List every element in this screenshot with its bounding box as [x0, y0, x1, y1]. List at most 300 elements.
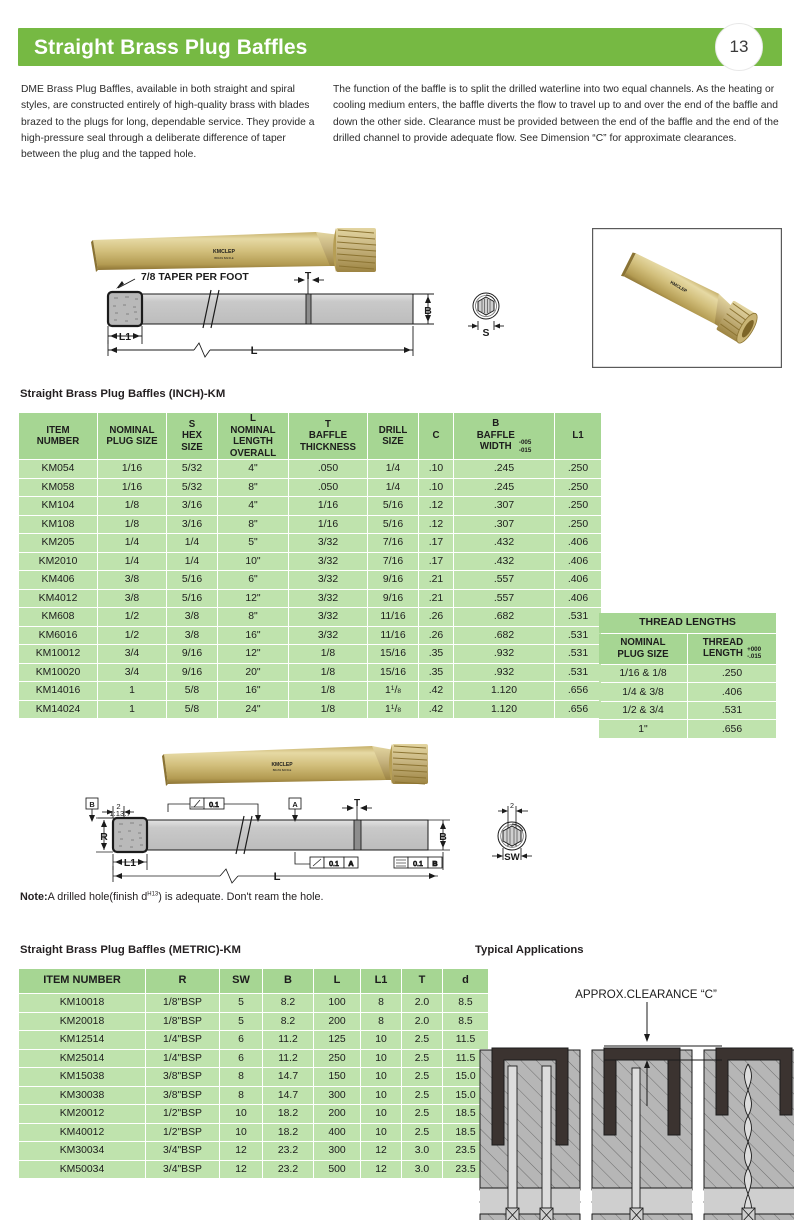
intro-paragraph-right: The function of the baffle is to split the drilled waterline into two equal channels. As the heating or cooling medium enters, the baffle diverts the flow to travel up to and over the end of the baffle and down the other side. Clearance must be provided between the end of the baffle and the end of the drilled channel to provide adequate flow. See Dimension “C” for approximate clearances. [333, 84, 779, 144]
table-cell: 1/4 [167, 534, 217, 552]
table-cell: 3/32 [289, 534, 367, 552]
page-number-badge: 13 [715, 23, 763, 71]
table-cell: 200 [314, 1013, 360, 1031]
table-cell: 1/2"BSP [146, 1124, 219, 1142]
tolerance-note: +000 -.015 [747, 646, 762, 661]
table-cell: 8" [218, 608, 288, 626]
table-cell: .406 [688, 683, 776, 701]
table-row [19, 994, 488, 1012]
table-cell: 1/4"BSP [146, 1050, 219, 1068]
table-cell: KM205 [19, 534, 97, 552]
applications-diagram [474, 980, 794, 1220]
table-cell: 1.120 [454, 682, 554, 700]
table-cell: 5/8 [167, 682, 217, 700]
table-cell: 6 [220, 1050, 262, 1068]
table-cell: .12 [419, 516, 453, 534]
metric-col-header-1: R [146, 969, 219, 993]
table-cell: 4" [218, 497, 288, 515]
table-cell: 12" [218, 590, 288, 608]
table-cell: .21 [419, 571, 453, 589]
table-cell: 12 [361, 1161, 401, 1179]
dim-S-label: S [482, 328, 490, 339]
svg-text:0.1: 0.1 [413, 861, 423, 868]
table-cell: 1/8 [289, 664, 367, 682]
inch-table [18, 412, 602, 719]
table-cell: 3/32 [289, 590, 367, 608]
table-cell: KM10020 [19, 664, 97, 682]
table-cell: .42 [419, 701, 453, 719]
table-cell: 1/16 [98, 479, 166, 497]
table-row [19, 645, 601, 663]
table-cell: 14.7 [263, 1068, 313, 1086]
table-cell: .250 [555, 497, 601, 515]
table-cell: 2.5 [402, 1050, 442, 1068]
metric-table [18, 968, 489, 1179]
table-cell: 500 [314, 1161, 360, 1179]
table-cell: KM30034 [19, 1142, 145, 1160]
dim-2-label: 2 [116, 802, 121, 811]
table-cell: 1/4 [368, 479, 418, 497]
svg-text:0.1: 0.1 [209, 802, 219, 809]
inch-table-header-row [19, 413, 601, 459]
table-cell: 1/8 [289, 701, 367, 719]
table-cell: 3/16 [167, 516, 217, 534]
table-cell: 5/16 [167, 590, 217, 608]
table-cell: 3/32 [289, 608, 367, 626]
table-cell: .656 [555, 682, 601, 700]
table-cell: 11.5 [443, 1031, 488, 1049]
table-cell: 2.0 [402, 994, 442, 1012]
dim-T-label-metric: T [353, 798, 361, 809]
page-title: Straight Brass Plug Baffles [34, 36, 308, 59]
table-row [19, 460, 601, 478]
table-cell: 5" [218, 534, 288, 552]
table-cell: .26 [419, 627, 453, 645]
table-cell: 15.0 [443, 1087, 488, 1105]
table-cell: 8 [361, 1013, 401, 1031]
table-cell: .307 [454, 516, 554, 534]
inch-col-header-0: ITEM NUMBER [19, 413, 97, 459]
table-cell: 100 [314, 994, 360, 1012]
table-cell: 1.120 [454, 701, 554, 719]
table-cell: .557 [454, 590, 554, 608]
table-cell: KM108 [19, 516, 97, 534]
table-cell: KM10018 [19, 994, 145, 1012]
table-cell: 3/16 [167, 497, 217, 515]
datum-B-label: B [89, 800, 95, 809]
thread-col-header-0: NOMINAL PLUG SIZE [599, 634, 687, 664]
table-cell: 3/4 [98, 645, 166, 663]
table-cell: .656 [555, 701, 601, 719]
svg-text:2: 2 [510, 801, 514, 810]
table-cell: 8.2 [263, 994, 313, 1012]
table-cell: 10 [361, 1068, 401, 1086]
table-cell: KM20012 [19, 1105, 145, 1123]
brass-baffle-photo-metric [162, 744, 428, 786]
table-cell: $1^1/8$ [368, 682, 418, 700]
table-cell: 23.5 [443, 1142, 488, 1160]
table-cell: KM30038 [19, 1087, 145, 1105]
svg-text:BRASS BAFFLE: BRASS BAFFLE [272, 769, 292, 772]
table-cell: 3/8"BSP [146, 1087, 219, 1105]
table-cell: 8" [218, 516, 288, 534]
applications-caption: Typical Applications [475, 944, 584, 956]
table-cell: 15.0 [443, 1068, 488, 1086]
table-cell: .245 [454, 479, 554, 497]
table-cell: 3/8 [98, 590, 166, 608]
svg-text:BRASS BAFFLE: BRASS BAFFLE [214, 257, 234, 260]
table-cell: .557 [454, 571, 554, 589]
table-row [19, 608, 601, 626]
table-cell: .406 [555, 590, 601, 608]
inch-col-header-1: NOMINAL PLUG SIZE [98, 413, 166, 459]
table-cell: 10 [361, 1050, 401, 1068]
table-row [19, 1105, 488, 1123]
table-row [19, 534, 601, 552]
table-cell: 1/4 [167, 553, 217, 571]
table-cell: .35 [419, 645, 453, 663]
table-cell: .42 [419, 682, 453, 700]
table-cell: 14.7 [263, 1087, 313, 1105]
table-cell: KM6016 [19, 627, 97, 645]
table-cell: KM20018 [19, 1013, 145, 1031]
table-row [19, 627, 601, 645]
table-cell: 9/16 [167, 664, 217, 682]
table-row [599, 665, 776, 683]
table-cell: 2.5 [402, 1105, 442, 1123]
table-cell: .26 [419, 608, 453, 626]
table-cell: 6" [218, 571, 288, 589]
table-row [19, 701, 601, 719]
table-cell: 1/8"BSP [146, 1013, 219, 1031]
table-cell: .432 [454, 553, 554, 571]
table-cell: 18.2 [263, 1124, 313, 1142]
table-cell: 15/16 [368, 645, 418, 663]
table-cell: KM608 [19, 608, 97, 626]
table-cell: KM14024 [19, 701, 97, 719]
table-cell: 10 [361, 1031, 401, 1049]
dim-SW-label: SW [504, 852, 520, 863]
table-cell: .531 [555, 645, 601, 663]
table-row [19, 590, 601, 608]
table-cell: 5/8 [167, 701, 217, 719]
table-cell: 23.5 [443, 1161, 488, 1179]
table-cell: 5/16 [368, 516, 418, 534]
table-cell: 7/16 [368, 534, 418, 552]
taper-label: 7/8 TAPER PER FOOT [141, 272, 249, 283]
table-cell: .307 [454, 497, 554, 515]
table-cell: 23.2 [263, 1161, 313, 1179]
metric-col-header-4: L [314, 969, 360, 993]
table-cell: 5 [220, 1013, 262, 1031]
table-cell: 12 [361, 1142, 401, 1160]
table-cell: 12 [220, 1142, 262, 1160]
table-cell: 1/16 [98, 460, 166, 478]
dim-L1-label: L1 [118, 332, 132, 343]
note-prefix: Note: [20, 891, 48, 903]
table-cell: 3/8 [167, 627, 217, 645]
table-cell: .932 [454, 664, 554, 682]
table-cell: KM25014 [19, 1050, 145, 1068]
table-cell: 1/16 [289, 516, 367, 534]
table-cell: 10 [361, 1087, 401, 1105]
table-cell: 2.5 [402, 1068, 442, 1086]
table-cell: 3/8"BSP [146, 1068, 219, 1086]
table-cell: 1/8 [289, 682, 367, 700]
table-cell: 11.5 [443, 1050, 488, 1068]
table-cell: .432 [454, 534, 554, 552]
table-cell: .245 [454, 460, 554, 478]
table-row [19, 479, 601, 497]
inch-drawing [78, 222, 528, 372]
table-cell: .250 [688, 665, 776, 683]
table-cell: 8.2 [263, 1013, 313, 1031]
svg-text:0.1: 0.1 [329, 861, 339, 868]
table-cell: 12 [220, 1161, 262, 1179]
table-cell: .406 [555, 553, 601, 571]
table-cell: 200 [314, 1105, 360, 1123]
svg-text:KMCLEP: KMCLEP [669, 279, 688, 294]
table-row [19, 1124, 488, 1142]
table-row [599, 683, 776, 701]
table-cell: KM14016 [19, 682, 97, 700]
table-cell: .406 [555, 534, 601, 552]
metric-col-header-7: d [443, 969, 488, 993]
table-cell: 3/4"BSP [146, 1142, 219, 1160]
dim-L-label: L [250, 345, 258, 357]
table-cell: 3.0 [402, 1142, 442, 1160]
table-row [19, 682, 601, 700]
table-cell: 18.2 [263, 1105, 313, 1123]
svg-text:B: B [432, 859, 438, 868]
table-cell: .21 [419, 590, 453, 608]
metric-col-header-5: L1 [361, 969, 401, 993]
table-cell: 10 [220, 1124, 262, 1142]
table-cell: 5 [220, 994, 262, 1012]
table-cell: .656 [688, 720, 776, 738]
table-row [19, 1031, 488, 1049]
table-cell: KM40012 [19, 1124, 145, 1142]
table-cell: 8 [220, 1068, 262, 1086]
table-cell: 1/8 [98, 516, 166, 534]
table-cell: 3/32 [289, 553, 367, 571]
table-cell: .050 [289, 460, 367, 478]
table-cell: .35 [419, 664, 453, 682]
table-cell: 1/4 [98, 553, 166, 571]
table-cell: 10 [361, 1105, 401, 1123]
table-cell: 8.5 [443, 1013, 488, 1031]
clearance-label: APPROX.CLEARANCE “C” [575, 988, 717, 1001]
table-cell: 2.0 [402, 1013, 442, 1031]
table-row [19, 1087, 488, 1105]
table-cell: 18.5 [443, 1105, 488, 1123]
table-cell: 11.2 [263, 1031, 313, 1049]
datum-A-label: A [292, 800, 298, 809]
table-cell: 3/8 [98, 571, 166, 589]
table-cell: 15/16 [368, 664, 418, 682]
dim-T-label: T [304, 271, 312, 282]
table-row [19, 553, 601, 571]
brass-baffle-photo-inch [91, 228, 376, 272]
table-cell: .050 [289, 479, 367, 497]
svg-text:A: A [348, 859, 354, 868]
table-cell: 1/8 [289, 645, 367, 663]
table-cell: 1/4 & 3/8 [599, 683, 687, 701]
table-cell: 9/16 [368, 571, 418, 589]
table-cell: 2.5 [402, 1124, 442, 1142]
dim-L-label-metric: L [273, 871, 281, 883]
table-cell: 1" [599, 720, 687, 738]
table-row [19, 1068, 488, 1086]
table-cell: 10 [220, 1105, 262, 1123]
table-row [19, 1161, 488, 1179]
metric-col-header-2: SW [220, 969, 262, 993]
table-cell: 12" [218, 645, 288, 663]
table-cell: .10 [419, 460, 453, 478]
table-cell: .531 [555, 627, 601, 645]
table-cell: $1^1/8$ [368, 701, 418, 719]
table-cell: 3.0 [402, 1161, 442, 1179]
table-cell: 8" [218, 479, 288, 497]
table-cell: KM2010 [19, 553, 97, 571]
table-cell: 1 [98, 701, 166, 719]
table-cell: 1/2 [98, 627, 166, 645]
drill-hole-note [20, 891, 324, 903]
metric-col-header-0: ITEM NUMBER [19, 969, 145, 993]
table-cell: 1/2 & 3/4 [599, 702, 687, 720]
dim-R-label: R [100, 832, 108, 843]
table-cell: KM4012 [19, 590, 97, 608]
table-cell: 400 [314, 1124, 360, 1142]
table-cell: 4" [218, 460, 288, 478]
table-cell: 2.5 [402, 1031, 442, 1049]
intro-paragraph-left: DME Brass Plug Baffles, available in both straight and spiral styles, are constructed entirely of high-quality brass with blades brazed to the plugs for long, dependable service. They provide a high-pressure seal through a deliberate difference of taper between the plug and the tapped hole. [21, 84, 315, 161]
table-cell: .932 [454, 645, 554, 663]
inch-table-caption: Straight Brass Plug Baffles (INCH)-KM [20, 388, 226, 400]
table-cell: KM50034 [19, 1161, 145, 1179]
table-cell: 250 [314, 1050, 360, 1068]
table-cell: 1/4 [98, 534, 166, 552]
table-cell: 2.5 [402, 1087, 442, 1105]
metric-end-view [492, 801, 532, 863]
note-text-a: A drilled hole(finish d [47, 891, 148, 903]
table-cell: 6 [220, 1031, 262, 1049]
table-row [19, 497, 601, 515]
table-cell: 24" [218, 701, 288, 719]
brass-brand-mark-metric: KMCLEP [271, 762, 293, 768]
table-row [19, 1013, 488, 1031]
note-text-b: ) is adequate. Don't ream the hole. [158, 891, 324, 903]
table-cell: 300 [314, 1087, 360, 1105]
table-cell: 5/16 [167, 571, 217, 589]
note-superscript: H13 [147, 891, 159, 898]
tolerance-note: -005 -015 [518, 439, 532, 454]
table-row [19, 571, 601, 589]
table-cell: .531 [688, 702, 776, 720]
inch-col-header-8: L1 [555, 413, 601, 459]
table-cell: 20" [218, 664, 288, 682]
table-row [19, 1050, 488, 1068]
inch-col-header-3: L NOMINAL LENGTH OVERALL [218, 413, 288, 459]
table-cell: 3/32 [289, 571, 367, 589]
table-cell: 18.5 [443, 1124, 488, 1142]
table-cell: 11/16 [368, 627, 418, 645]
inch-col-header-2: S HEX SIZE [167, 413, 217, 459]
table-cell: .531 [555, 608, 601, 626]
table-cell: 8 [361, 994, 401, 1012]
table-cell: 10" [218, 553, 288, 571]
table-cell: 3/8 [167, 608, 217, 626]
table-row [19, 516, 601, 534]
product-photo-box [592, 228, 782, 368]
table-cell: .250 [555, 460, 601, 478]
table-cell: .17 [419, 553, 453, 571]
table-cell: 1/8"BSP [146, 994, 219, 1012]
metric-drawing [72, 742, 572, 892]
table-cell: KM058 [19, 479, 97, 497]
table-cell: KM12514 [19, 1031, 145, 1049]
table-cell: 5/16 [368, 497, 418, 515]
table-cell: .250 [555, 516, 601, 534]
taper-ratio-label: 1:13.7 [109, 809, 131, 818]
inch-col-header-6: C [419, 413, 453, 459]
table-cell: KM104 [19, 497, 97, 515]
table-cell: 150 [314, 1068, 360, 1086]
table-row [599, 720, 776, 738]
table-row [19, 1142, 488, 1160]
table-cell: 8.5 [443, 994, 488, 1012]
table-row [599, 702, 776, 720]
dim-B-label-metric: B [439, 832, 447, 843]
table-cell: KM15038 [19, 1068, 145, 1086]
table-cell: 1 [98, 682, 166, 700]
table-cell: 5/32 [167, 460, 217, 478]
dim-L1-label-metric: L1 [123, 858, 137, 869]
table-cell: 10 [361, 1124, 401, 1142]
table-cell: 300 [314, 1142, 360, 1160]
metric-table-caption: Straight Brass Plug Baffles (METRIC)-KM [20, 944, 241, 956]
table-cell: .682 [454, 627, 554, 645]
thread-table-header-row [599, 634, 776, 664]
table-cell: .406 [555, 571, 601, 589]
table-cell: 1/16 & 1/8 [599, 665, 687, 683]
table-cell: 11/16 [368, 608, 418, 626]
brass-brand-mark: KMCLEP [213, 249, 235, 255]
table-cell: 3/4 [98, 664, 166, 682]
metric-table-header-row [19, 969, 488, 993]
table-cell: KM054 [19, 460, 97, 478]
inch-col-header-4: T BAFFLE THICKNESS [289, 413, 367, 459]
table-cell: 23.2 [263, 1142, 313, 1160]
table-cell: .17 [419, 534, 453, 552]
table-cell: 1/8 [98, 497, 166, 515]
metric-col-header-3: B [263, 969, 313, 993]
table-row [19, 664, 601, 682]
table-cell: 9/16 [368, 590, 418, 608]
table-cell: 1/16 [289, 497, 367, 515]
metric-col-header-6: T [402, 969, 442, 993]
table-cell: 3/4"BSP [146, 1161, 219, 1179]
table-cell: .682 [454, 608, 554, 626]
table-cell: 7/16 [368, 553, 418, 571]
thread-lengths-table [598, 612, 777, 739]
thread-col-header-1: THREAD LENGTH +000 -.015 [688, 634, 776, 664]
inch-col-header-5: DRILL SIZE [368, 413, 418, 459]
table-cell: 1/2"BSP [146, 1105, 219, 1123]
thread-table-title: THREAD LENGTHS [599, 613, 776, 633]
table-cell: 1/2 [98, 608, 166, 626]
table-cell: 16" [218, 682, 288, 700]
